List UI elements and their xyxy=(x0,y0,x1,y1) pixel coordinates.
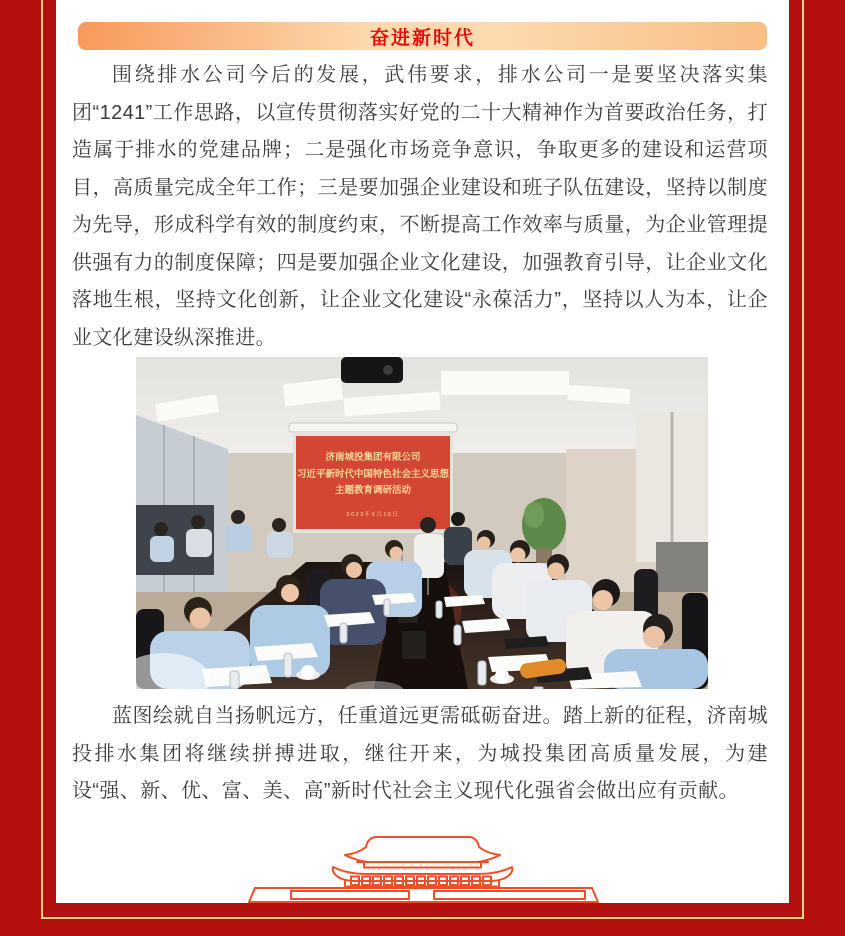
right-cabinet xyxy=(656,542,708,600)
slide-date: 2023年5月15日 xyxy=(346,512,400,518)
tiananmen-outline-illustration xyxy=(245,828,605,903)
frame-gold-line-right xyxy=(802,0,804,918)
section-banner-title: 奋进新时代 xyxy=(369,27,475,49)
platform-step-right xyxy=(434,891,585,899)
section-banner xyxy=(78,22,767,50)
frame-gold-line-left xyxy=(41,0,43,918)
slide-title-line-1: 济南城投集团有限公司 xyxy=(325,452,421,463)
projection-screen xyxy=(289,423,457,533)
projector xyxy=(341,357,403,383)
upper-wall xyxy=(364,862,481,868)
paragraph-2: 蓝图绘就自当扬帆远方，任重道远更需砥砺奋进。踏上新的征程，济南城投排水集团将继续拼搏进取，继往开来，为城投集团高质量发展，为建设“强、新、优、富、美、高”新时代社会主义现代化强省会做出应有贡献。 xyxy=(72,705,768,802)
frame-gold-line-bottom xyxy=(41,917,804,919)
slide-title-line-3: 主题教育调研活动 xyxy=(334,485,412,496)
meeting-photo-illustration xyxy=(136,357,708,689)
projector-lens xyxy=(383,365,393,375)
paragraph-1: 围绕排水公司今后的发展，武伟要求，排水公司一是要坚决落实集团“1241”工作思路，以宣传贯彻落实好党的二十大精神作为首要政治任务，打造属于排水的党建品牌；二是强化市场竞争意识，争取更多的建设和运营项目，高质量完成全年工作；三是要加强企业建设和班子队伍建设，坚持以制度为先导，形成科学有效的制度约束，不断提高工作效率与质量，为企业管理提供强有力的制度保障；四是要加强企业文化建设，加强教育引导，让企业文化落地生根，坚持文化创新，让企业文化建设“永葆活力”，坚持以人为本，让企业文化建设纵深推进。 xyxy=(72,64,768,349)
slide-title-line-2: 习近平新时代中国特色社会主义思想 xyxy=(296,469,450,480)
platform-step-left xyxy=(291,891,409,899)
upper-roof xyxy=(345,837,500,862)
meeting-photo xyxy=(136,357,708,689)
article-content xyxy=(56,0,789,903)
